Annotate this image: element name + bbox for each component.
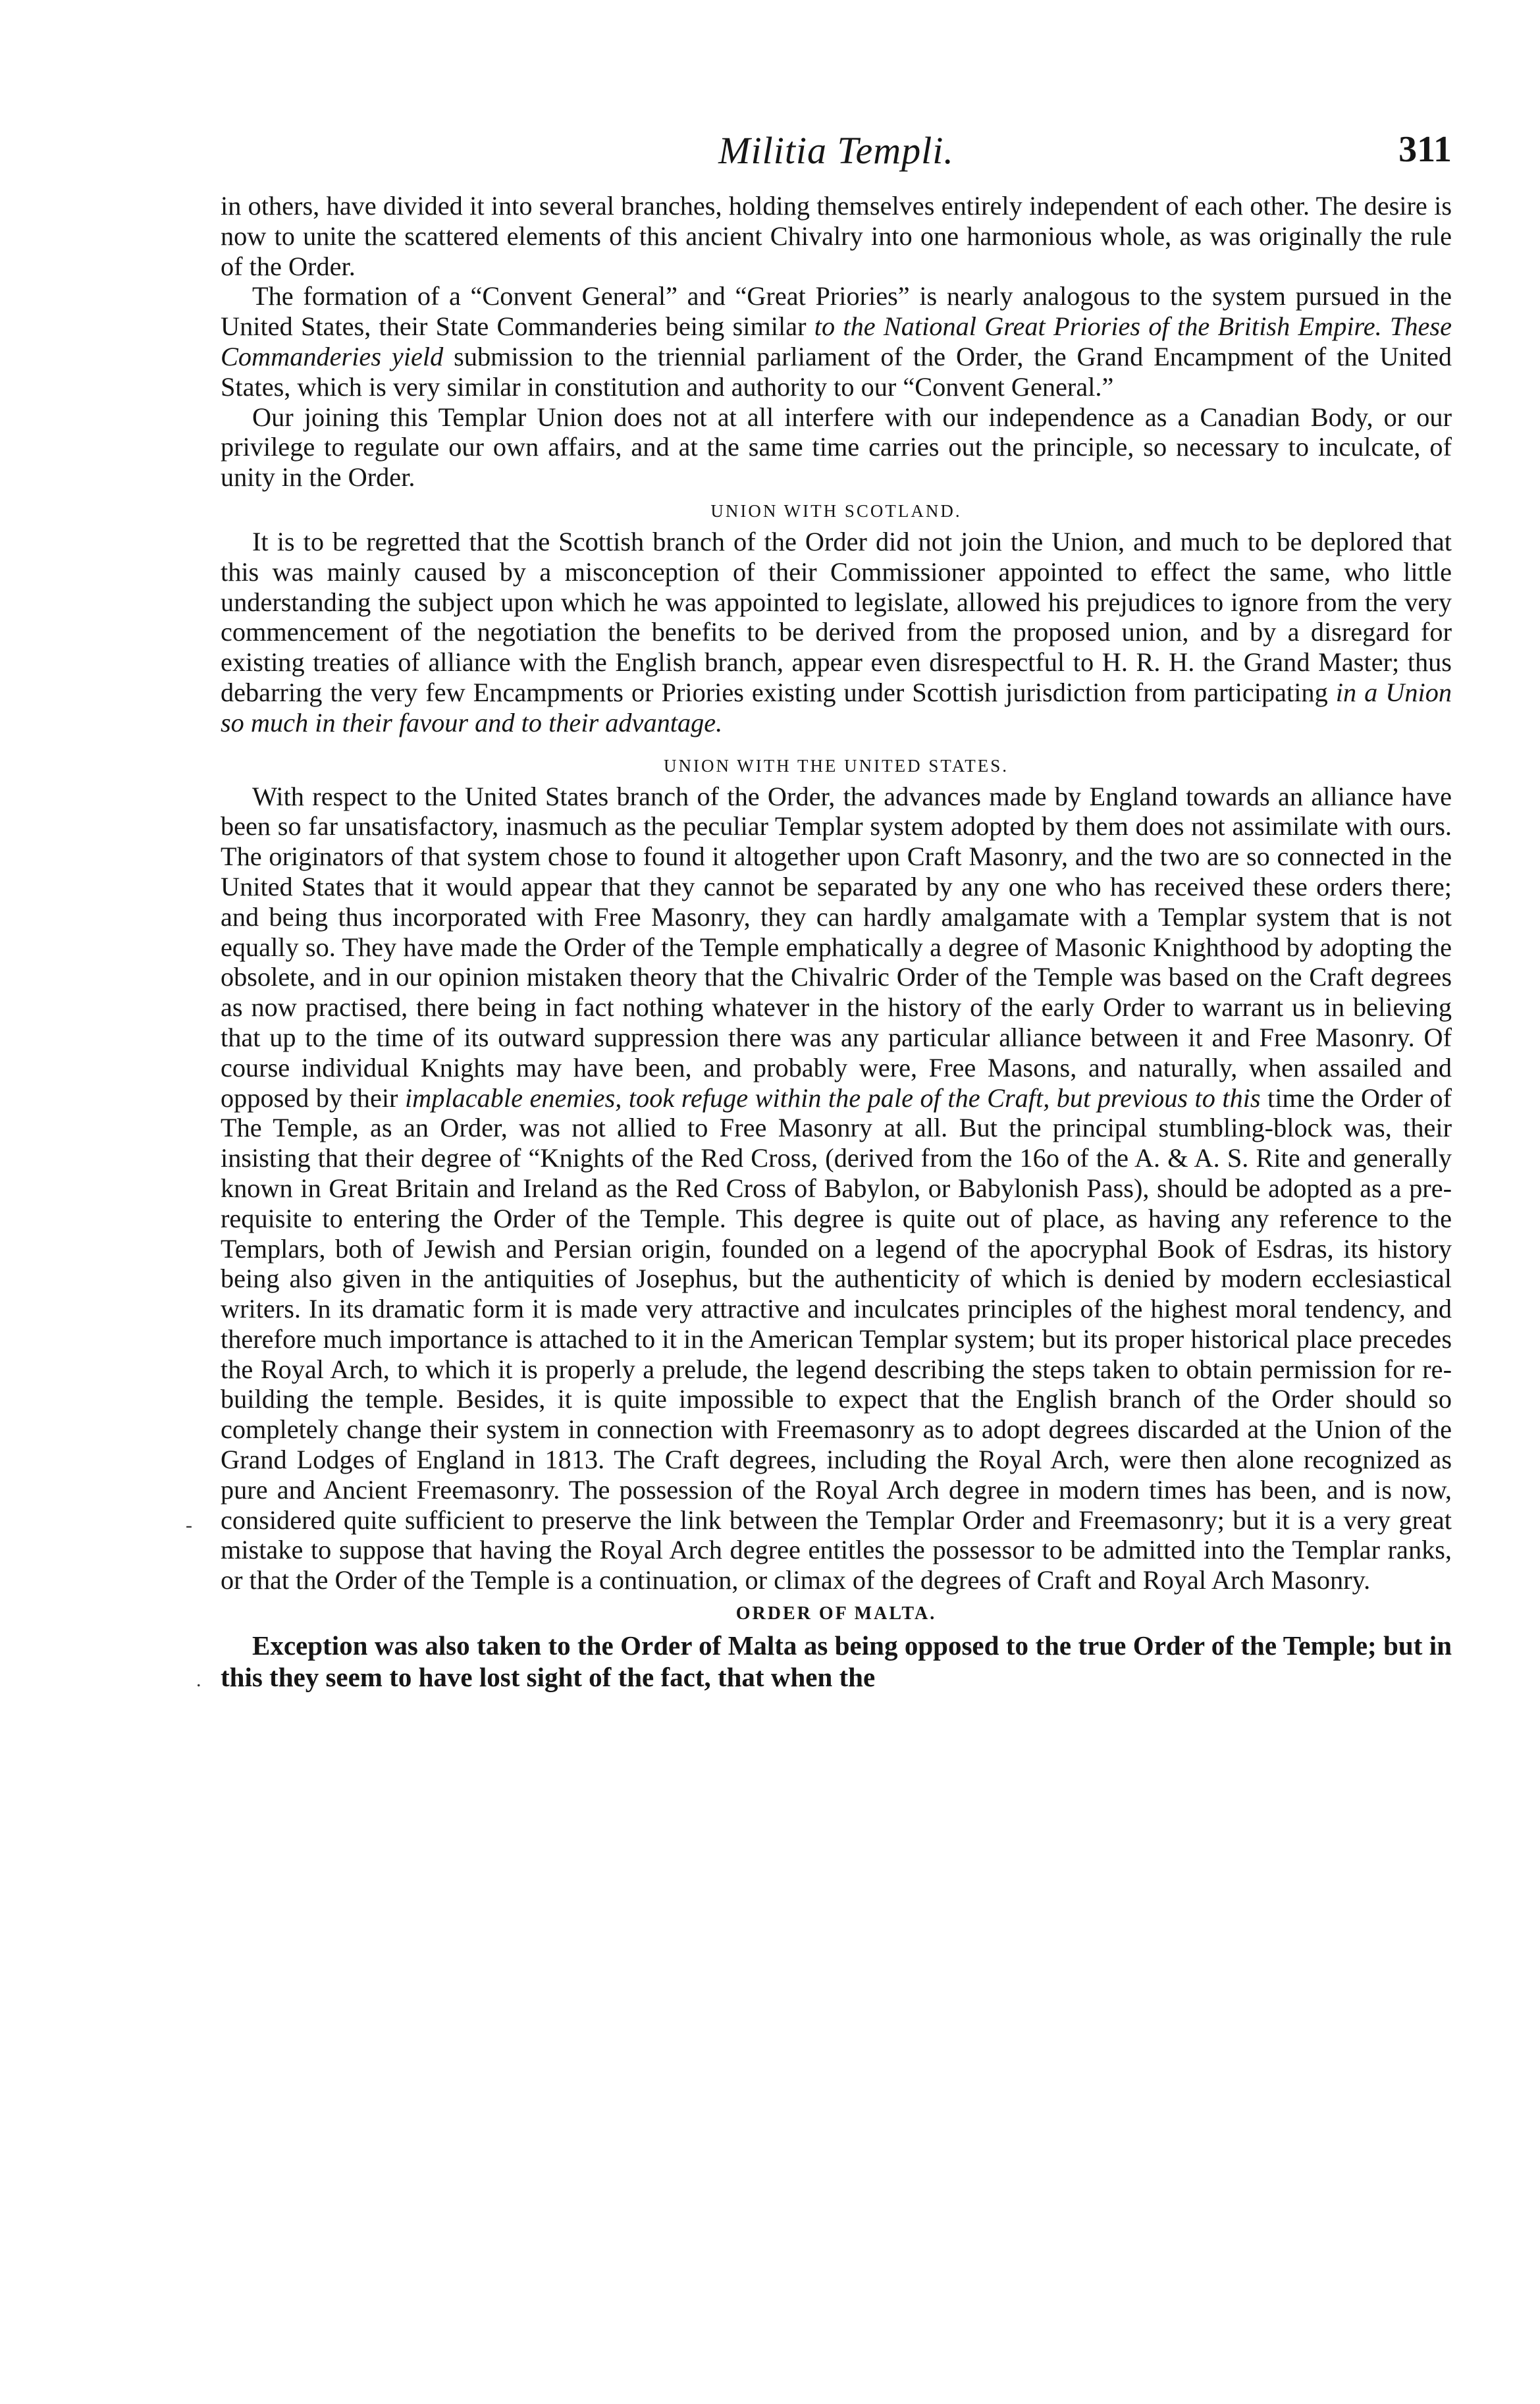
- margin-mark-dash: -: [186, 1514, 192, 1536]
- paragraph-convent-general: [221, 281, 1452, 402]
- paragraph-convent-general-italic: to the National Great Priories of the British Empire. These Commanderies yield: [221, 311, 1452, 371]
- section-heading-malta: ORDER OF MALTA.: [735, 1603, 937, 1624]
- running-head: [221, 128, 1452, 191]
- section-heading-united-states: UNION WITH THE UNITED STATES.: [663, 755, 1009, 776]
- margin-mark-dot: .: [196, 1669, 201, 1691]
- book-page: [221, 128, 1452, 1693]
- paragraph-scotland-italic: in a Union so much in their favour and to their advantage.: [221, 677, 1452, 737]
- paragraph-united-states-italic: implacable enemies, took refuge within the pale of the Craft, but previous to this: [404, 1082, 1261, 1113]
- section-heading-scotland: UNION WITH SCOTLAND.: [710, 500, 962, 521]
- paragraph-united-states-part2: time the Order of The Temple, as an Order, was not allied to Free Masonry at all. But the principal stumbling-block was, their insisting that their degree of “Knights of the Red Cross, (derived from the 16o of the A. & A. S. Rite and generally known in Great Britain and Ireland as the Red Cross of Babylon, or Babylonish Pass), should be adopted as a pre-requisite to entering the Order of the Temple. This degree is quite out of place, as having any reference to the Templars, both of Jewish and Persian origin, founded on a legend of the apocryphal Book of Esdras, its history being also given in the antiquities of Josephus, but the authenticity of which is denied by modern ecclesiastical writers. In its dramatic form it is made very attractive and inculcates principles of the highest moral tendency, and therefore much importance is attached to it in the American Templar system; but its proper historical place precedes the Royal Arch, to which it is properly a prelude, the legend describing the steps taken to obtain permission for re-building the temple. Besides, it is quite impossible to expect that the English branch of the Order should so completely change their system in connection with Freemasonry as to adopt degrees discarded at the Union of the Grand Lodges of England in 1813. The Craft degrees, including the Royal Arch, were then alone recognized as pure and Ancient Freemasonry. The possession of the Royal Arch degree in modern times has been, and is now, considered quite sufficient to preserve the link between the Templar Order and Freemasonry; but it is a very great mistake to suppose that having the Royal Arch degree entitles the possessor to be admitted into the Templar ranks, or that the Order of the Temple is a continuation, or climax of the degrees of Craft and Royal Arch Masonry.: [221, 1082, 1452, 1595]
- paragraph-united-states-part1: With respect to the United States branch of the Order, the advances made by England towards an alliance have been so far unsatisfactory, inasmuch as the peculiar Templar system adopted by them does not assimilate with ours. The originators of that system chose to found it altogether upon Craft Masonry, and the two are so connected in the United States that it would appear that they cannot be separated by any one who has received these orders there; and being thus incorporated with Free Masonry, they can hardly amalgamate with a Templar system that is not equally so. They have made the Order of the Temple emphatically a degree of Masonic Knighthood by adopting the obsolete, and in our opinion mistaken theory that the Chivalric Order of the Temple was based on the Craft degrees as now practised, there being in fact nothing whatever in the history of the early Order to warrant us in believing that up to the time of its outward suppression there was any particular alliance between it and Free Masonry. Of course individual Knights may have been, and probably were, Free Masons, and naturally, when assailed and opposed by their: [221, 781, 1452, 1113]
- running-title: Militia Templi.: [718, 129, 954, 172]
- paragraph-convent-general-part1: The formation of a “Convent General” and “Great Priories” is nearly analogous to the system pursued in the United States, their State Commanderies being similar: [221, 281, 1452, 342]
- paragraph-united-states: [221, 782, 1452, 1596]
- paragraph-malta: Exception was also taken to the Order of Malta as being opposed to the true Order of the Temple; but in this they seem to have lost sight of the fact, that when the: [221, 1630, 1452, 1693]
- paragraph-scotland: [221, 527, 1452, 738]
- page-number: 311: [1398, 129, 1452, 170]
- paragraph-convent-general-part2: submission to the triennial parliament of the Order, the Grand Encampment of the United States, which is very similar in constitution and authority to our “Convent General.”: [221, 341, 1452, 402]
- paragraph-scotland-part1: It is to be regretted that the Scottish branch of the Order did not join the Union, and much to be deplored that this was mainly caused by a misconception of their Commissioner appointed to effect the same, who little understanding the subject upon which he was appointed to legislate, allowed his prejudices to ignore from the very commencement of the negotiation the benefits to be derived from the proposed union, and by a disregard for existing treaties of alliance with the English branch, appear even disrespectful to H. R. H. the Grand Master; thus debarring the very few Encampments or Priories existing under Scottish jurisdiction from participating: [221, 526, 1452, 707]
- paragraph-templar-union: Our joining this Templar Union does not at all interfere with our independence as a Canadian Body, or our privilege to regulate our own affairs, and at the same time carries out the principle, so necessary to inculcate, of unity in the Order.: [221, 402, 1452, 493]
- paragraph-continuation: in others, have divided it into several branches, holding themselves entirely independent of each other. The desire is now to unite the scattered elements of this ancient Chivalry into one harmonious whole, as was originally the rule of the Order.: [221, 191, 1452, 281]
